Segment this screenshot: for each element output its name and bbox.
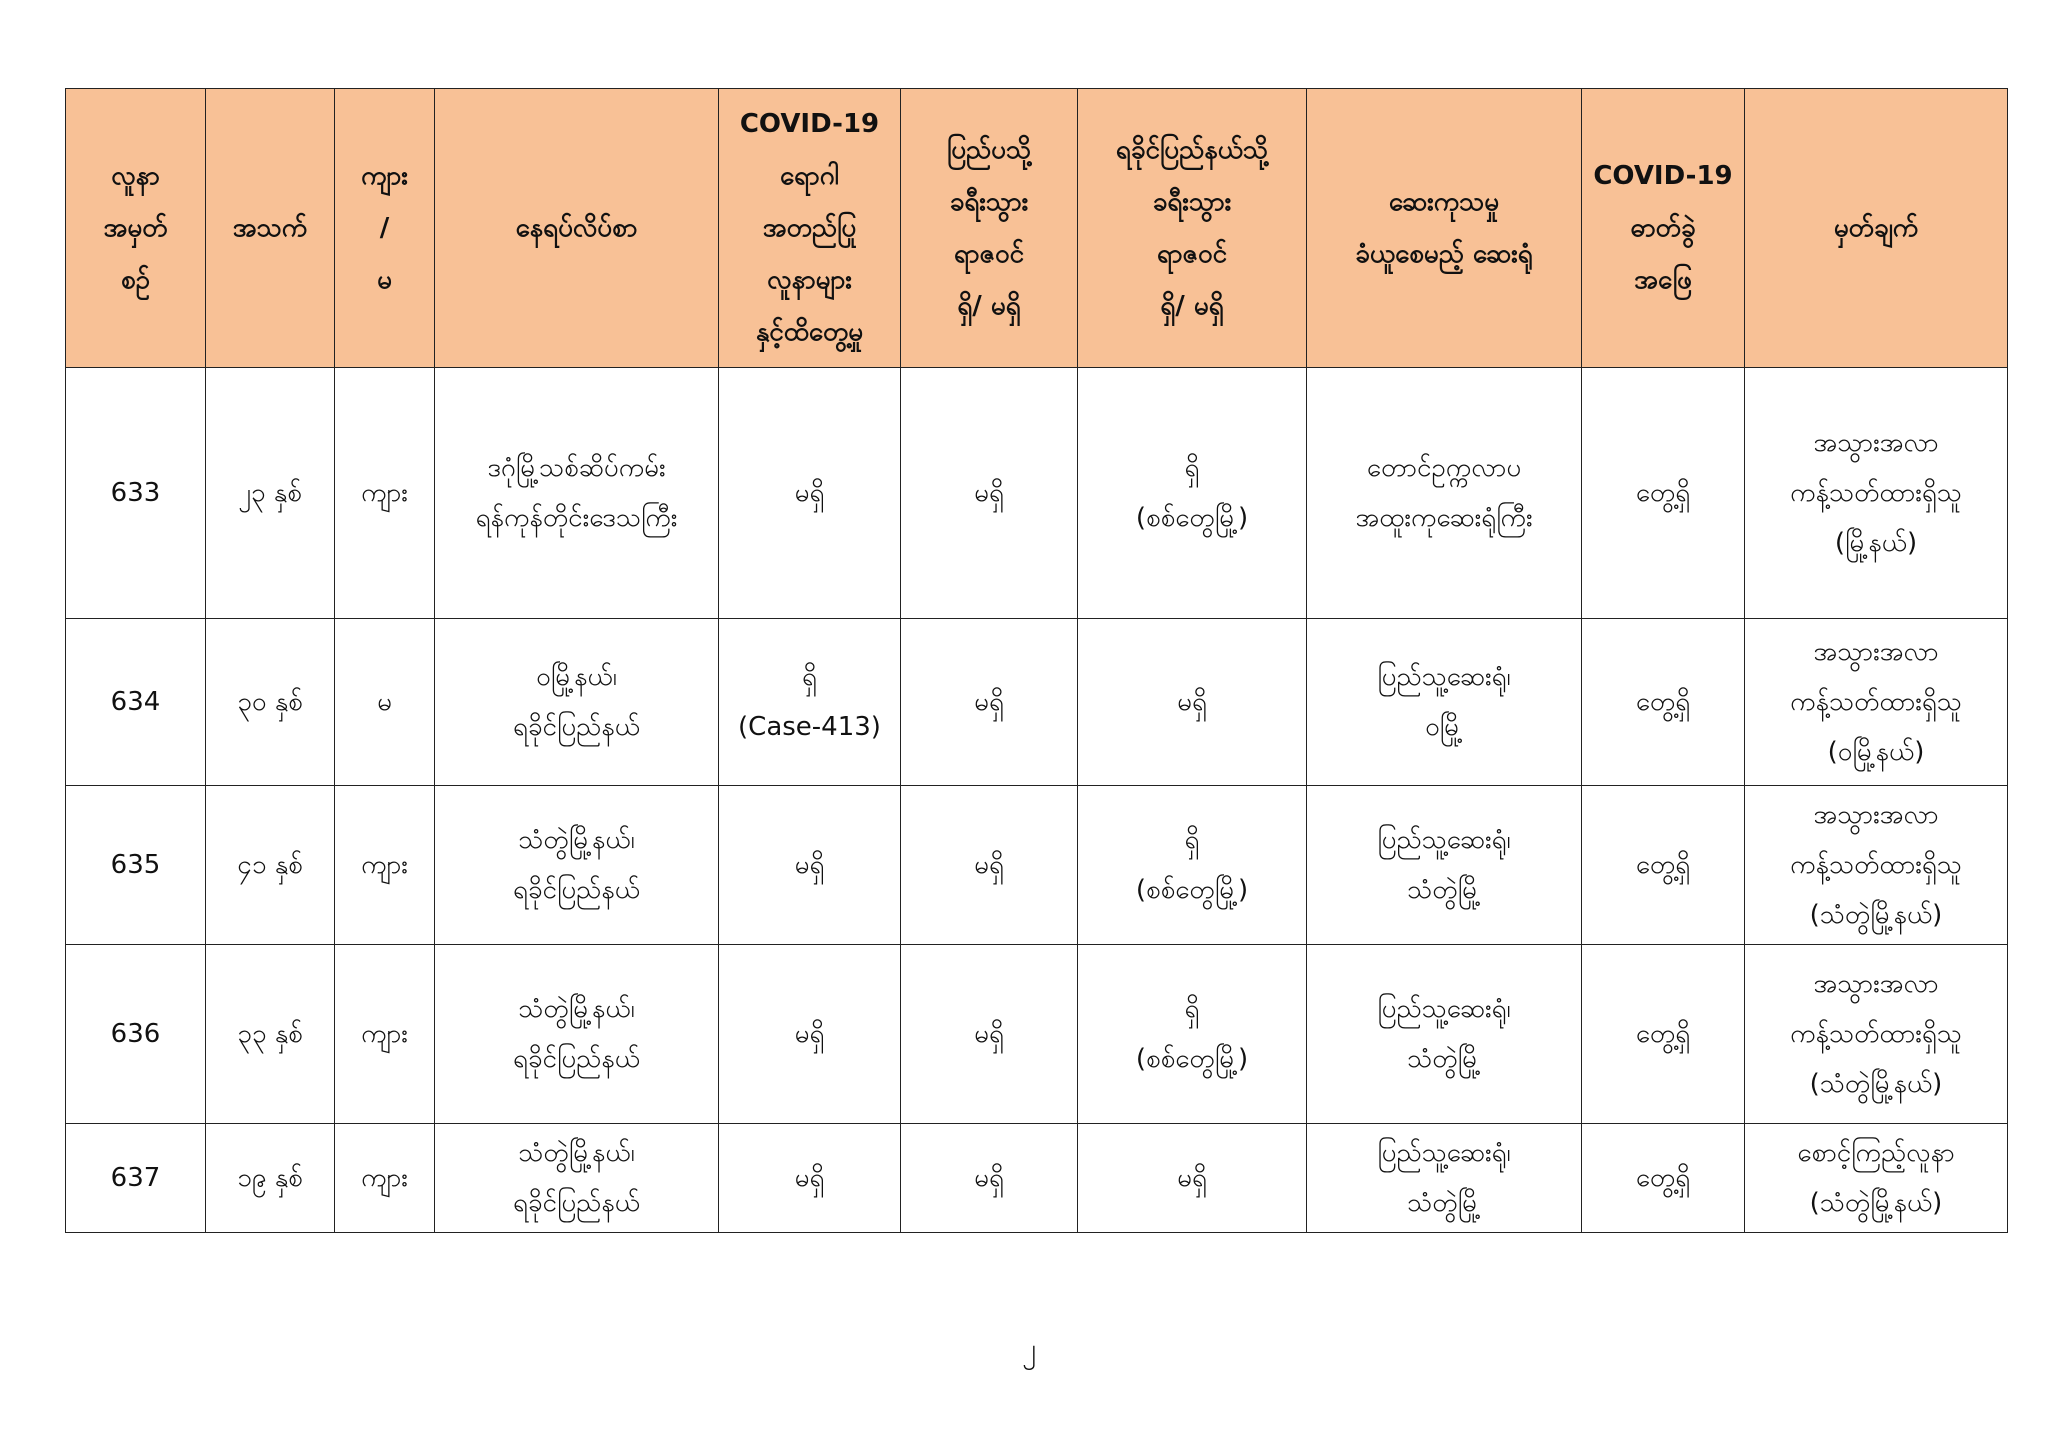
cell-contact: မရှိ: [719, 1124, 901, 1233]
cell-foreign-travel: မရှိ: [901, 786, 1078, 945]
header-test-result: COVID-19 ဓာတ်ခွဲ အဖြေ: [1582, 89, 1745, 368]
cell-foreign-travel: မရှိ: [901, 368, 1078, 619]
table-body: [66, 368, 2008, 1233]
cell-age: ၄၁ နှစ်: [206, 786, 335, 945]
cell-address: သံတွဲမြို့နယ်၊ ရခိုင်ပြည်နယ်: [435, 945, 719, 1124]
cases-table-container: [65, 88, 2007, 1233]
cell-age: ၃၃ နှစ်: [206, 945, 335, 1124]
cell-contact: မရှိ: [719, 945, 901, 1124]
table-row: [66, 619, 2008, 786]
cell-patient-no: 636: [66, 945, 206, 1124]
cell-contact: ရှိ (Case-413): [719, 619, 901, 786]
header-sex: ကျား / မ: [335, 89, 435, 368]
cell-rakhine-travel: မရှိ: [1078, 1124, 1307, 1233]
header-contact: COVID-19 ရောဂါ အတည်ပြု လူနာများ နှင့်ထိတွေ့မှု: [719, 89, 901, 368]
cell-remark: အသွားအလာ ကန့်သတ်ထားရှိသူ (သံတွဲမြို့နယ်): [1745, 945, 2008, 1124]
table-header: [66, 89, 2008, 368]
header-hospital: ဆေးကုသမှု ခံယူစေမည့် ဆေးရုံ: [1307, 89, 1582, 368]
cell-remark: အသွားအလာ ကန့်သတ်ထားရှိသူ (မြို့နယ်): [1745, 368, 2008, 619]
cell-rakhine-travel: ရှိ (စစ်တွေမြို့): [1078, 945, 1307, 1124]
covid-cases-table: [65, 88, 2008, 1233]
cell-sex: ကျား: [335, 368, 435, 619]
table-row: [66, 945, 2008, 1124]
cell-address: သံတွဲမြို့နယ်၊ ရခိုင်ပြည်နယ်: [435, 786, 719, 945]
cell-patient-no: 635: [66, 786, 206, 945]
cell-address: ဝမြို့နယ်၊ ရခိုင်ပြည်နယ်: [435, 619, 719, 786]
cell-contact: မရှိ: [719, 368, 901, 619]
cell-foreign-travel: မရှိ: [901, 1124, 1078, 1233]
cell-rakhine-travel: ရှိ (စစ်တွေမြို့): [1078, 368, 1307, 619]
cell-age: ၂၃ နှစ်: [206, 368, 335, 619]
cell-test-result: တွေ့ရှိ: [1582, 786, 1745, 945]
cell-test-result: တွေ့ရှိ: [1582, 945, 1745, 1124]
cell-sex: မ: [335, 619, 435, 786]
header-remark: မှတ်ချက်: [1745, 89, 2008, 368]
table-row: [66, 1124, 2008, 1233]
header-age: အသက်: [206, 89, 335, 368]
cell-remark: စောင့်ကြည့်လူနာ (သံတွဲမြို့နယ်): [1745, 1124, 2008, 1233]
cell-sex: ကျား: [335, 1124, 435, 1233]
cell-rakhine-travel: မရှိ: [1078, 619, 1307, 786]
cell-test-result: တွေ့ရှိ: [1582, 368, 1745, 619]
cell-age: ၁၉ နှစ်: [206, 1124, 335, 1233]
cell-remark: အသွားအလာ ကန့်သတ်ထားရှိသူ (သံတွဲမြို့နယ်): [1745, 786, 2008, 945]
header-patient-no: လူနာ အမှတ် စဉ်: [66, 89, 206, 368]
cell-hospital: ပြည်သူ့ဆေးရုံ၊ ဝမြို့: [1307, 619, 1582, 786]
cell-address: သံတွဲမြို့နယ်၊ ရခိုင်ပြည်နယ်: [435, 1124, 719, 1233]
header-foreign-travel: ပြည်ပသို့ ခရီးသွား ရာဇဝင် ရှိ/ မရှိ: [901, 89, 1078, 368]
cell-remark: အသွားအလာ ကန့်သတ်ထားရှိသူ (ဝမြို့နယ်): [1745, 619, 2008, 786]
cell-patient-no: 634: [66, 619, 206, 786]
header-rakhine-travel: ရခိုင်ပြည်နယ်သို့ ခရီးသွား ရာဇဝင် ရှိ/ မရှိ: [1078, 89, 1307, 368]
cell-patient-no: 633: [66, 368, 206, 619]
cell-rakhine-travel: ရှိ (စစ်တွေမြို့): [1078, 786, 1307, 945]
cell-test-result: တွေ့ရှိ: [1582, 1124, 1745, 1233]
cell-address: ဒဂုံမြို့သစ်ဆိပ်ကမ်း ရန်ကုန်တိုင်းဒေသကြီး: [435, 368, 719, 619]
cell-contact: မရှိ: [719, 786, 901, 945]
cell-hospital: ပြည်သူ့ဆေးရုံ၊ သံတွဲမြို့: [1307, 945, 1582, 1124]
table-row: [66, 786, 2008, 945]
header-address: နေရပ်လိပ်စာ: [435, 89, 719, 368]
cell-foreign-travel: မရှိ: [901, 619, 1078, 786]
cell-age: ၃၀ နှစ်: [206, 619, 335, 786]
cell-hospital: တောင်ဥက္ကလာပ အထူးကုဆေးရုံကြီး: [1307, 368, 1582, 619]
cell-sex: ကျား: [335, 786, 435, 945]
cell-hospital: ပြည်သူ့ဆေးရုံ၊ သံတွဲမြို့: [1307, 786, 1582, 945]
page-number: ၂: [1022, 1332, 1036, 1365]
table-row: [66, 368, 2008, 619]
cell-patient-no: 637: [66, 1124, 206, 1233]
cell-hospital: ပြည်သူ့ဆေးရုံ၊ သံတွဲမြို့: [1307, 1124, 1582, 1233]
header-row: [66, 89, 2008, 368]
cell-test-result: တွေ့ရှိ: [1582, 619, 1745, 786]
cell-foreign-travel: မရှိ: [901, 945, 1078, 1124]
cell-sex: ကျား: [335, 945, 435, 1124]
